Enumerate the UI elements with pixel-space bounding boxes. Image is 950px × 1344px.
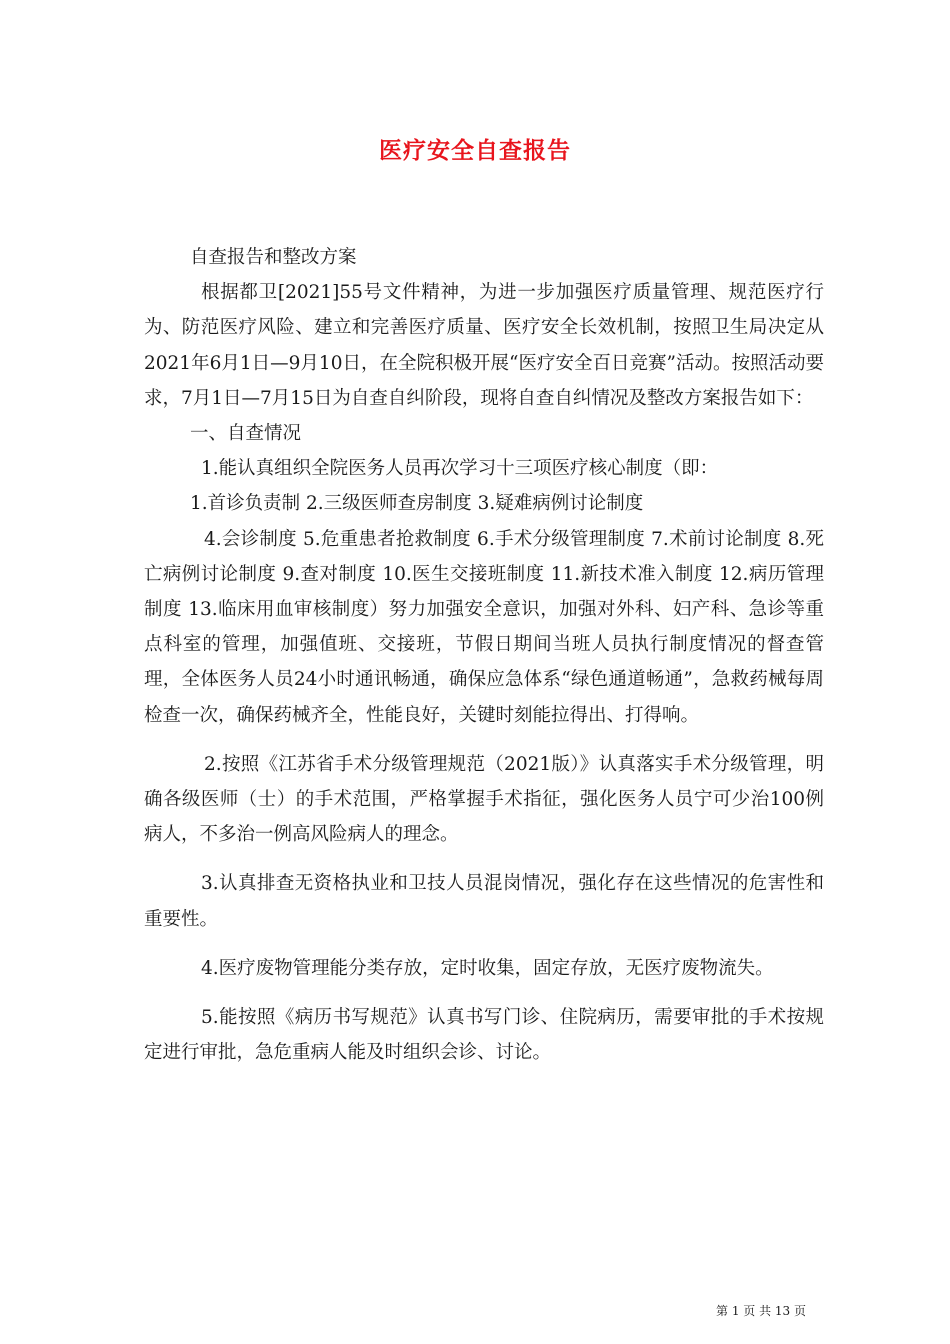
paragraph-item-5: 5.能按照《病历书写规范》认真书写门诊、住院病历，需要审批的手术按规定进行审批，急危重病人能及时组织会诊、讨论。 <box>144 1007 824 1064</box>
document-subtitle: 自查报告和整改方案 <box>190 247 357 268</box>
paragraph-item-1: 1.能认真组织全院医务人员再次学习十三项医疗核心制度（即： <box>201 458 719 480</box>
paragraph-item-3: 3.认真排查无资格执业和卫技人员混岗情况，强化存在这些情况的危害性和重要性。 <box>144 873 824 930</box>
document-body <box>144 240 824 1070</box>
paragraph-intro: 根据都卫[2021]55号文件精神，为进一步加强医疗质量管理、规范医疗行为、防范医疗风险、建立和完善医疗质量、医疗安全长效机制，按照卫生局决定从2021年6月1日—9月10日，在全院积极开展“医疗安全百日竞赛”活动。按照活动要求，7月1日—7月15日为自查自纠阶段，现将自查自纠情况及整改方案报告如下： <box>144 282 824 409</box>
section-heading: 一、自查情况 <box>190 423 302 445</box>
paragraph-core-rules-1: 1.首诊负责制 2.三级医师查房制度 3.疑难病例讨论制度 <box>190 493 644 515</box>
paragraph-item-4: 4.医疗废物管理能分类存放，定时收集，固定存放，无医疗废物流失。 <box>201 957 774 979</box>
page-indicator: 第 1 页 共 13 页 <box>716 1304 806 1318</box>
paragraph-core-rules-2: 4.会诊制度 5.危重患者抢救制度 6.手术分级管理制度 7.术前讨论制度 8.死亡病例讨论制度 9.查对制度 10.医生交接班制度 11.新技术准入制度 12.病历管理制度 13.临床用血审核制度）努力加强安全意识，加强对外科、妇产科、急诊等重点科室的管理，加强值班、交接班，节假日期间当班人员执行制度情况的督查管理，全体医务人员24小时通讯畅通，确保应急体系“绿色通道畅通”，急救药械每周检查一次，确保药械齐全，性能良好，关键时刻能拉得出、打得响。 <box>144 528 824 726</box>
paragraph-item-2: 2.按照《江苏省手术分级管理规范（2021版）》认真落实手术分级管理，明确各级医师（士）的手术范围，严格掌握手术指征，强化医务人员宁可少治100例病人，不多治一例高风险病人的理念。 <box>144 753 824 846</box>
document-title: 医疗安全自查报告 <box>379 137 571 164</box>
